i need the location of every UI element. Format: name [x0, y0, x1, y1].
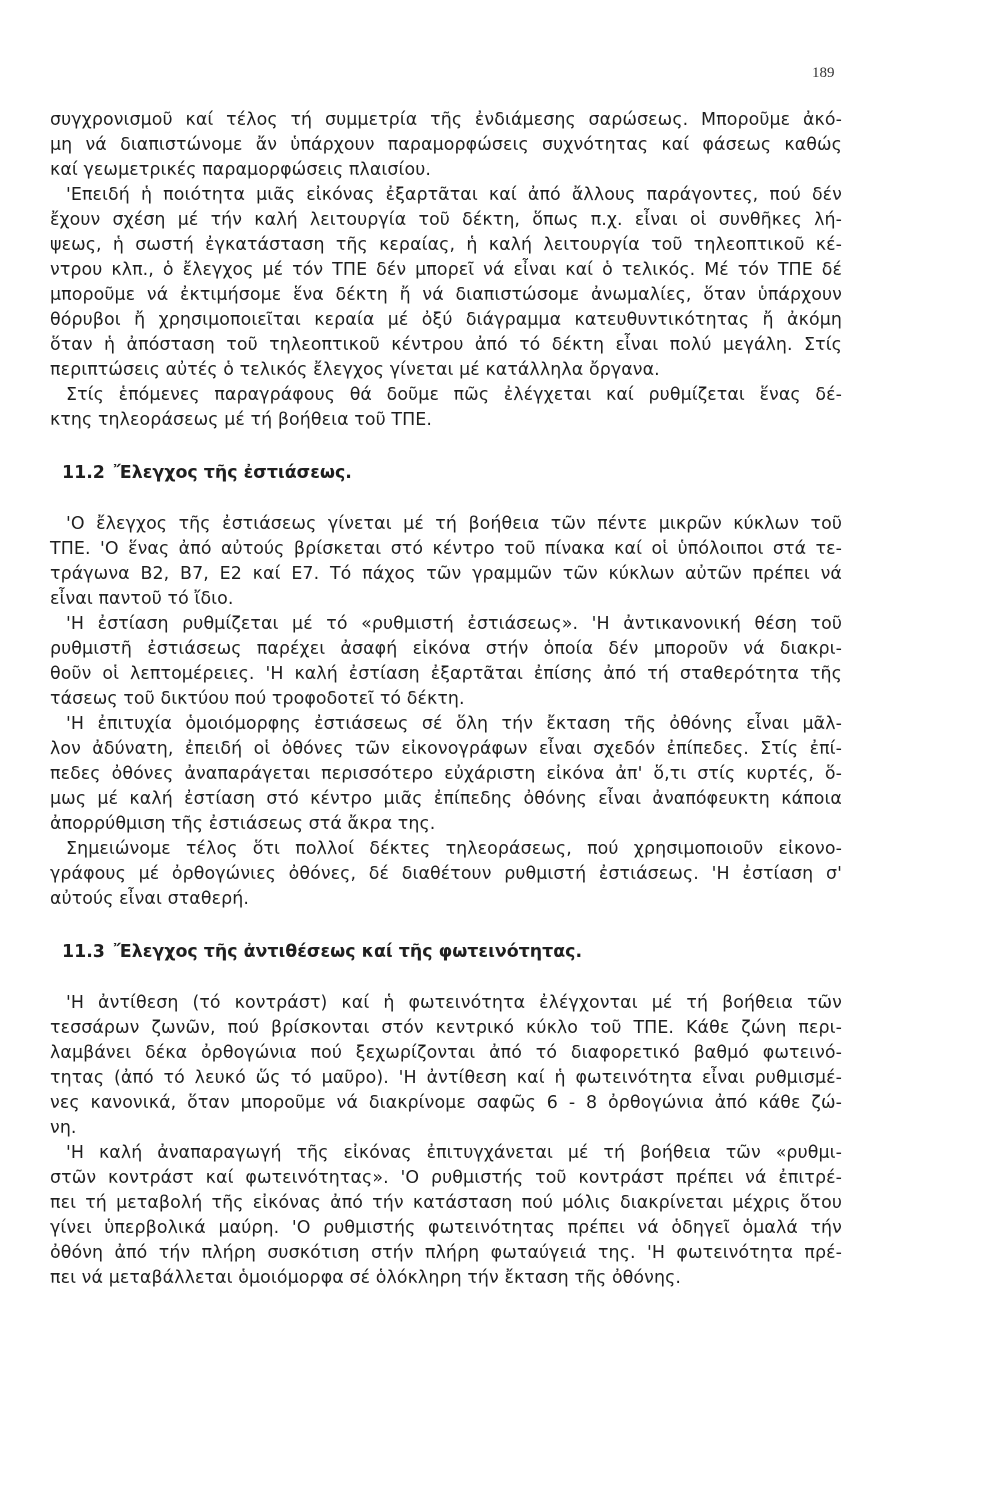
section-title: Ἔλεγχος τῆς ἐστιάσεως.: [113, 463, 352, 483]
text-line: μως μέ καλή ἐστίαση στό κέντρο μιᾶς ἐπίπεδης ὀθόνης εἶναι ἀναπόφευκτη κάποια: [50, 789, 842, 809]
text-line: Στίς ἑπόμενες παραγράφους θά δοῦμε πῶς ἐλέγχεται καί ρυθμίζεται ἕνας δέ-: [66, 385, 842, 405]
text-line: τεσσάρων ζωνῶν, πού βρίσκονται στόν κεντρικό κύκλο τοῦ ΤΠΕ. Κάθε ζώνη περι-: [50, 1018, 842, 1038]
text-line: συγχρονισμοῦ καί τέλος τή συμμετρία τῆς ἐνδιάμεσης σαρώσεως. Μποροῦμε ἀκό-: [50, 110, 842, 130]
text-line: αὐτούς εἶναι σταθερή.: [50, 889, 249, 909]
text-line: λαμβάνει δέκα ὀρθογώνια πού ξεχωρίζονται ἀπό τό διαφορετικό βαθμό φωτεινό-: [50, 1043, 842, 1063]
section-number: 11.2: [62, 463, 105, 483]
text-line: τητας (ἀπό τό λευκό ὥς τό μαῦρο). 'Η ἀντίθεση καί ἡ φωτεινότητα εἶναι ρυθμισμέ-: [50, 1068, 842, 1088]
text-line: 'Η ἀντίθεση (τό κοντράστ) καί ἡ φωτεινότητα ἐλέγχονται μέ τή βοήθεια τῶν: [66, 993, 842, 1013]
text-line: πει νά μεταβάλλεται ὁμοιόμορφα σέ ὁλόκληρη τήν ἔκταση τῆς ὀθόνης.: [50, 1268, 682, 1288]
text-line: 'Επειδή ἡ ποιότητα μιᾶς εἰκόνας ἐξαρτᾶται καί ἀπό ἄλλους παράγοντες, πού δέν: [66, 185, 842, 205]
text-line: ἔχουν σχέση μέ τήν καλή λειτουργία τοῦ δέκτη, ὅπως π.χ. εἶναι οἱ συνθῆκες λή-: [50, 210, 842, 230]
text-line: Σημειώνομε τέλος ὅτι πολλοί δέκτες τηλεοράσεως, πού χρησιμοποιοῦν εἰκονο-: [66, 839, 842, 859]
text-line: νη.: [50, 1118, 77, 1138]
text-line: πεδες ὀθόνες ἀναπαράγεται περισσότερο εὐχάριστη εἰκόνα ἀπ' ὅ,τι στίς κυρτές, ὅ-: [50, 764, 842, 784]
text-line: ἀπορρύθμιση τῆς ἐστιάσεως στά ἄκρα της.: [50, 814, 436, 834]
section-title: Ἔλεγχος τῆς ἀντιθέσεως καί τῆς φωτεινότητας.: [113, 942, 583, 962]
text-line: γράφους μέ ὀρθογώνιες ὀθόνες, δέ διαθέτουν ρυθμιστή ἐστιάσεως. 'Η ἐστίαση σ': [50, 864, 842, 884]
text-line: 'Η καλή ἀναπαραγωγή τῆς εἰκόνας ἐπιτυγχάνεται μέ τή βοήθεια τῶν «ρυθμι-: [66, 1143, 842, 1163]
text-line: ρυθμιστῆ ἐστιάσεως παρέχει ἀσαφή εἰκόνα στήν ὁποία δέν μποροῦν νά διακρι-: [50, 639, 842, 659]
text-line: τράγωνα Β2, Β7, Ε2 καί Ε7. Τό πάχος τῶν γραμμῶν τῶν κύκλων αὐτῶν πρέπει νά: [50, 564, 842, 584]
text-line: γίνει ὑπερβολικά μαύρη. 'Ο ρυθμιστής φωτεινότητας πρέπει νά ὁδηγεῖ ὁμαλά τήν: [50, 1218, 842, 1238]
text-line: ὅταν ἡ ἀπόσταση τοῦ τηλεοπτικοῦ κέντρου ἀπό τό δέκτη εἶναι πολύ μεγάλη. Στίς: [50, 335, 842, 355]
text-line: καί γεωμετρικές παραμορφώσεις πλαισίου.: [50, 160, 432, 180]
text-line: εἶναι παντοῦ τό ἴδιο.: [50, 589, 234, 609]
text-line: πει τή μεταβολή τῆς εἰκόνας ἀπό τήν κατάσταση πού μόλις διακρίνεται μέχρις ὅτου: [50, 1193, 842, 1213]
page-number: 189: [812, 65, 835, 81]
text-line: ψεως, ἡ σωστή ἐγκατάσταση τῆς κεραίας, ἡ καλή λειτουργία τοῦ τηλεοπτικοῦ κέ-: [50, 235, 842, 255]
text-line: θόρυβοι ἤ χρησιμοποιεῖται κεραία μέ ὀξύ διάγραμμα κατευθυντικότητας ἤ ἀκόμη: [50, 310, 842, 330]
text-line: ντρου κλπ., ὁ ἔλεγχος μέ τόν ΤΠΕ δέν μπορεῖ νά εἶναι καί ὁ τελικός. Μέ τόν ΤΠΕ δέ: [50, 260, 842, 280]
text-line: ΤΠΕ. 'Ο ἕνας ἀπό αὐτούς βρίσκεται στό κέντρο τοῦ πίνακα καί οἱ ὑπόλοιποι στά τε-: [50, 539, 842, 559]
text-line: μποροῦμε νά ἐκτιμήσομε ἕνα δέκτη ἤ νά διαπιστώσομε ἀνωμαλίες, ὅταν ὑπάρχουν: [50, 285, 842, 305]
text-line: νες κανονικά, ὅταν μποροῦμε νά διακρίνομε σαφῶς 6 - 8 ὀρθογώνια ἀπό κάθε ζώ-: [50, 1093, 842, 1113]
text-line: στῶν κοντράστ καί φωτεινότητας». 'Ο ρυθμιστής τοῦ κοντράστ πρέπει νά ἐπιτρέ-: [50, 1168, 842, 1188]
text-line: 'Η ἐστίαση ρυθμίζεται μέ τό «ρυθμιστή ἐστιάσεως». 'Η ἀντικανονική θέση τοῦ: [66, 614, 842, 634]
text-line: λον ἀδύνατη, ἐπειδή οἱ ὀθόνες τῶν εἰκονογράφων εἶναι σχεδόν ἐπίπεδες. Στίς ἐπί-: [50, 739, 842, 759]
text-line: μη νά διαπιστώνομε ἄν ὑπάρχουν παραμορφώσεις συχνότητας καί φάσεως καθώς: [50, 135, 842, 155]
text-line: 'Ο ἔλεγχος τῆς ἐστιάσεως γίνεται μέ τή βοήθεια τῶν πέντε μικρῶν κύκλων τοῦ: [66, 514, 842, 534]
text-line: 'Η ἐπιτυχία ὁμοιόμορφης ἐστιάσεως σέ ὅλη τήν ἔκταση τῆς ὀθόνης εἶναι μᾶλ-: [66, 714, 842, 734]
text-line: τάσεως τοῦ δικτύου πού τροφοδοτεῖ τό δέκτη.: [50, 689, 465, 709]
text-line: ὀθόνη ἀπό τήν πλήρη συσκότιση στήν πλήρη φωταύγειά της. 'Η φωτεινότητα πρέ-: [50, 1243, 842, 1263]
text-line: θοῦν οἱ λεπτομέρειες. 'Η καλή ἐστίαση ἐξαρτᾶται ἐπίσης ἀπό τή σταθερότητα τῆς: [50, 664, 842, 684]
section-heading-11-2: [62, 461, 352, 485]
section-number: 11.3: [62, 942, 105, 962]
text-line: περιπτώσεις αὐτές ὁ τελικός ἔλεγχος γίνεται μέ κατάλληλα ὄργανα.: [50, 360, 660, 380]
text-line: κτης τηλεοράσεως μέ τή βοήθεια τοῦ ΤΠΕ.: [50, 410, 433, 430]
section-heading-11-3: [62, 940, 582, 964]
